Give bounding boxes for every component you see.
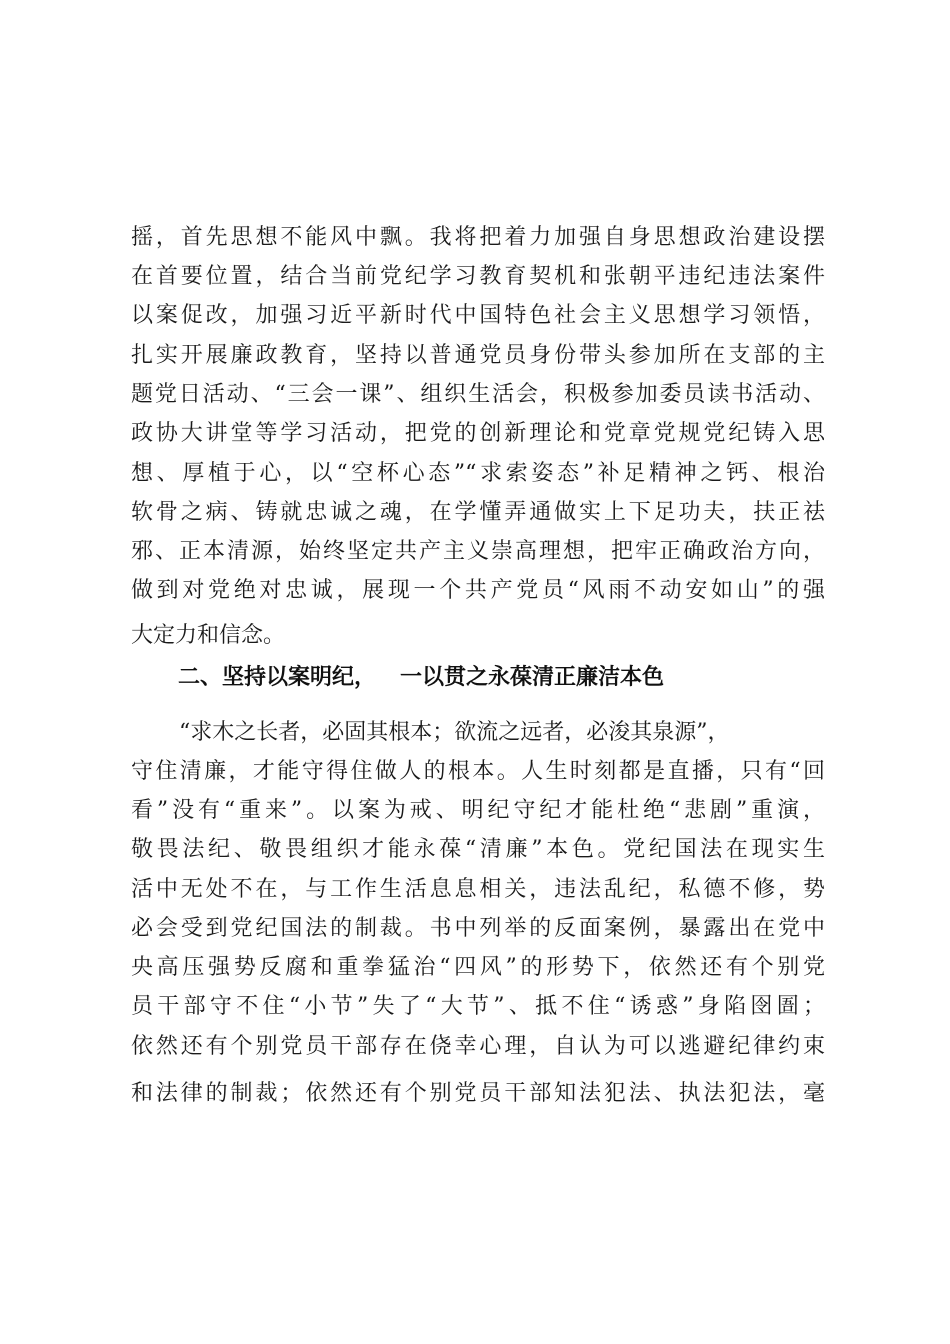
paragraph-line: 想、厚植于心，以“空杯心态”“求索姿态”补足精神之钙、根治 [131,461,825,486]
paragraph-line: 邪、正本清源，始终坚定共产主义崇高理想，把牢正确政治方向， [131,539,825,564]
paragraph-line: 在首要位置，结合当前党纪学习教育契机和张朝平违纪违法案件 [131,264,825,289]
paragraph-line: 员干部守不住“小节”失了“大节”、抵不住“诱惑”身陷囹圄； [131,994,825,1019]
paragraph-line: 央高压强势反腐和重拳猛治“四风”的形势下，依然还有个别党 [131,955,825,980]
paragraph-line: 依然还有个别党员干部存在侥幸心理，自认为可以逃避纪律约束 [131,1034,825,1059]
paragraph-line: 以案促改，加强习近平新时代中国特色社会主义思想学习领悟， [131,303,825,328]
paragraph-line: 大定力和信念。 [131,623,286,648]
paragraph-line: 看”没有“重来”。以案为戒、明纪守纪才能杜绝“悲剧”重演， [131,798,825,823]
paragraph-line: 软骨之病、铸就忠诚之魂，在学懂弄通做实上下足功夫，扶正祛 [131,500,825,525]
section-heading-part1: 二、坚持以案明纪， [178,665,377,690]
section-heading-part2: 一以贯之永葆清正廉洁本色 [400,665,665,690]
paragraph-line: 活中无处不在，与工作生活息息相关，违法乱纪，私德不修，势 [131,877,825,902]
paragraph-line: “求木之长者，必固其根本；欲流之远者，必浚其泉源”， [179,720,730,745]
paragraph-line: 必会受到党纪国法的制裁。书中列举的反面案例，暴露出在党中 [131,916,825,941]
paragraph-line: 扎实开展廉政教育，坚持以普通党员身份带头参加所在支部的主 [131,343,825,368]
paragraph-line: 摇，首先思想不能风中飘。我将把着力加强自身思想政治建设摆 [131,225,825,250]
section-heading [178,663,664,693]
paragraph-line: 和法律的制裁；依然还有个别党员干部知法犯法、执法犯法，毫 [131,1081,825,1106]
paragraph-line: 做到对党绝对忠诚，展现一个共产党员“风雨不动安如山”的强 [131,578,825,603]
paragraph-line: 守住清廉，才能守得住做人的根本。人生时刻都是直播，只有“回 [131,759,825,784]
paragraph-line: 政协大讲堂等学习活动，把党的创新理论和党章党规党纪铸入思 [131,421,825,446]
paragraph-line: 敬畏法纪、敬畏组织才能永葆“清廉”本色。党纪国法在现实生 [131,837,825,862]
paragraph-line: 题党日活动、“三会一课”、组织生活会，积极参加委员读书活动、 [131,382,825,407]
